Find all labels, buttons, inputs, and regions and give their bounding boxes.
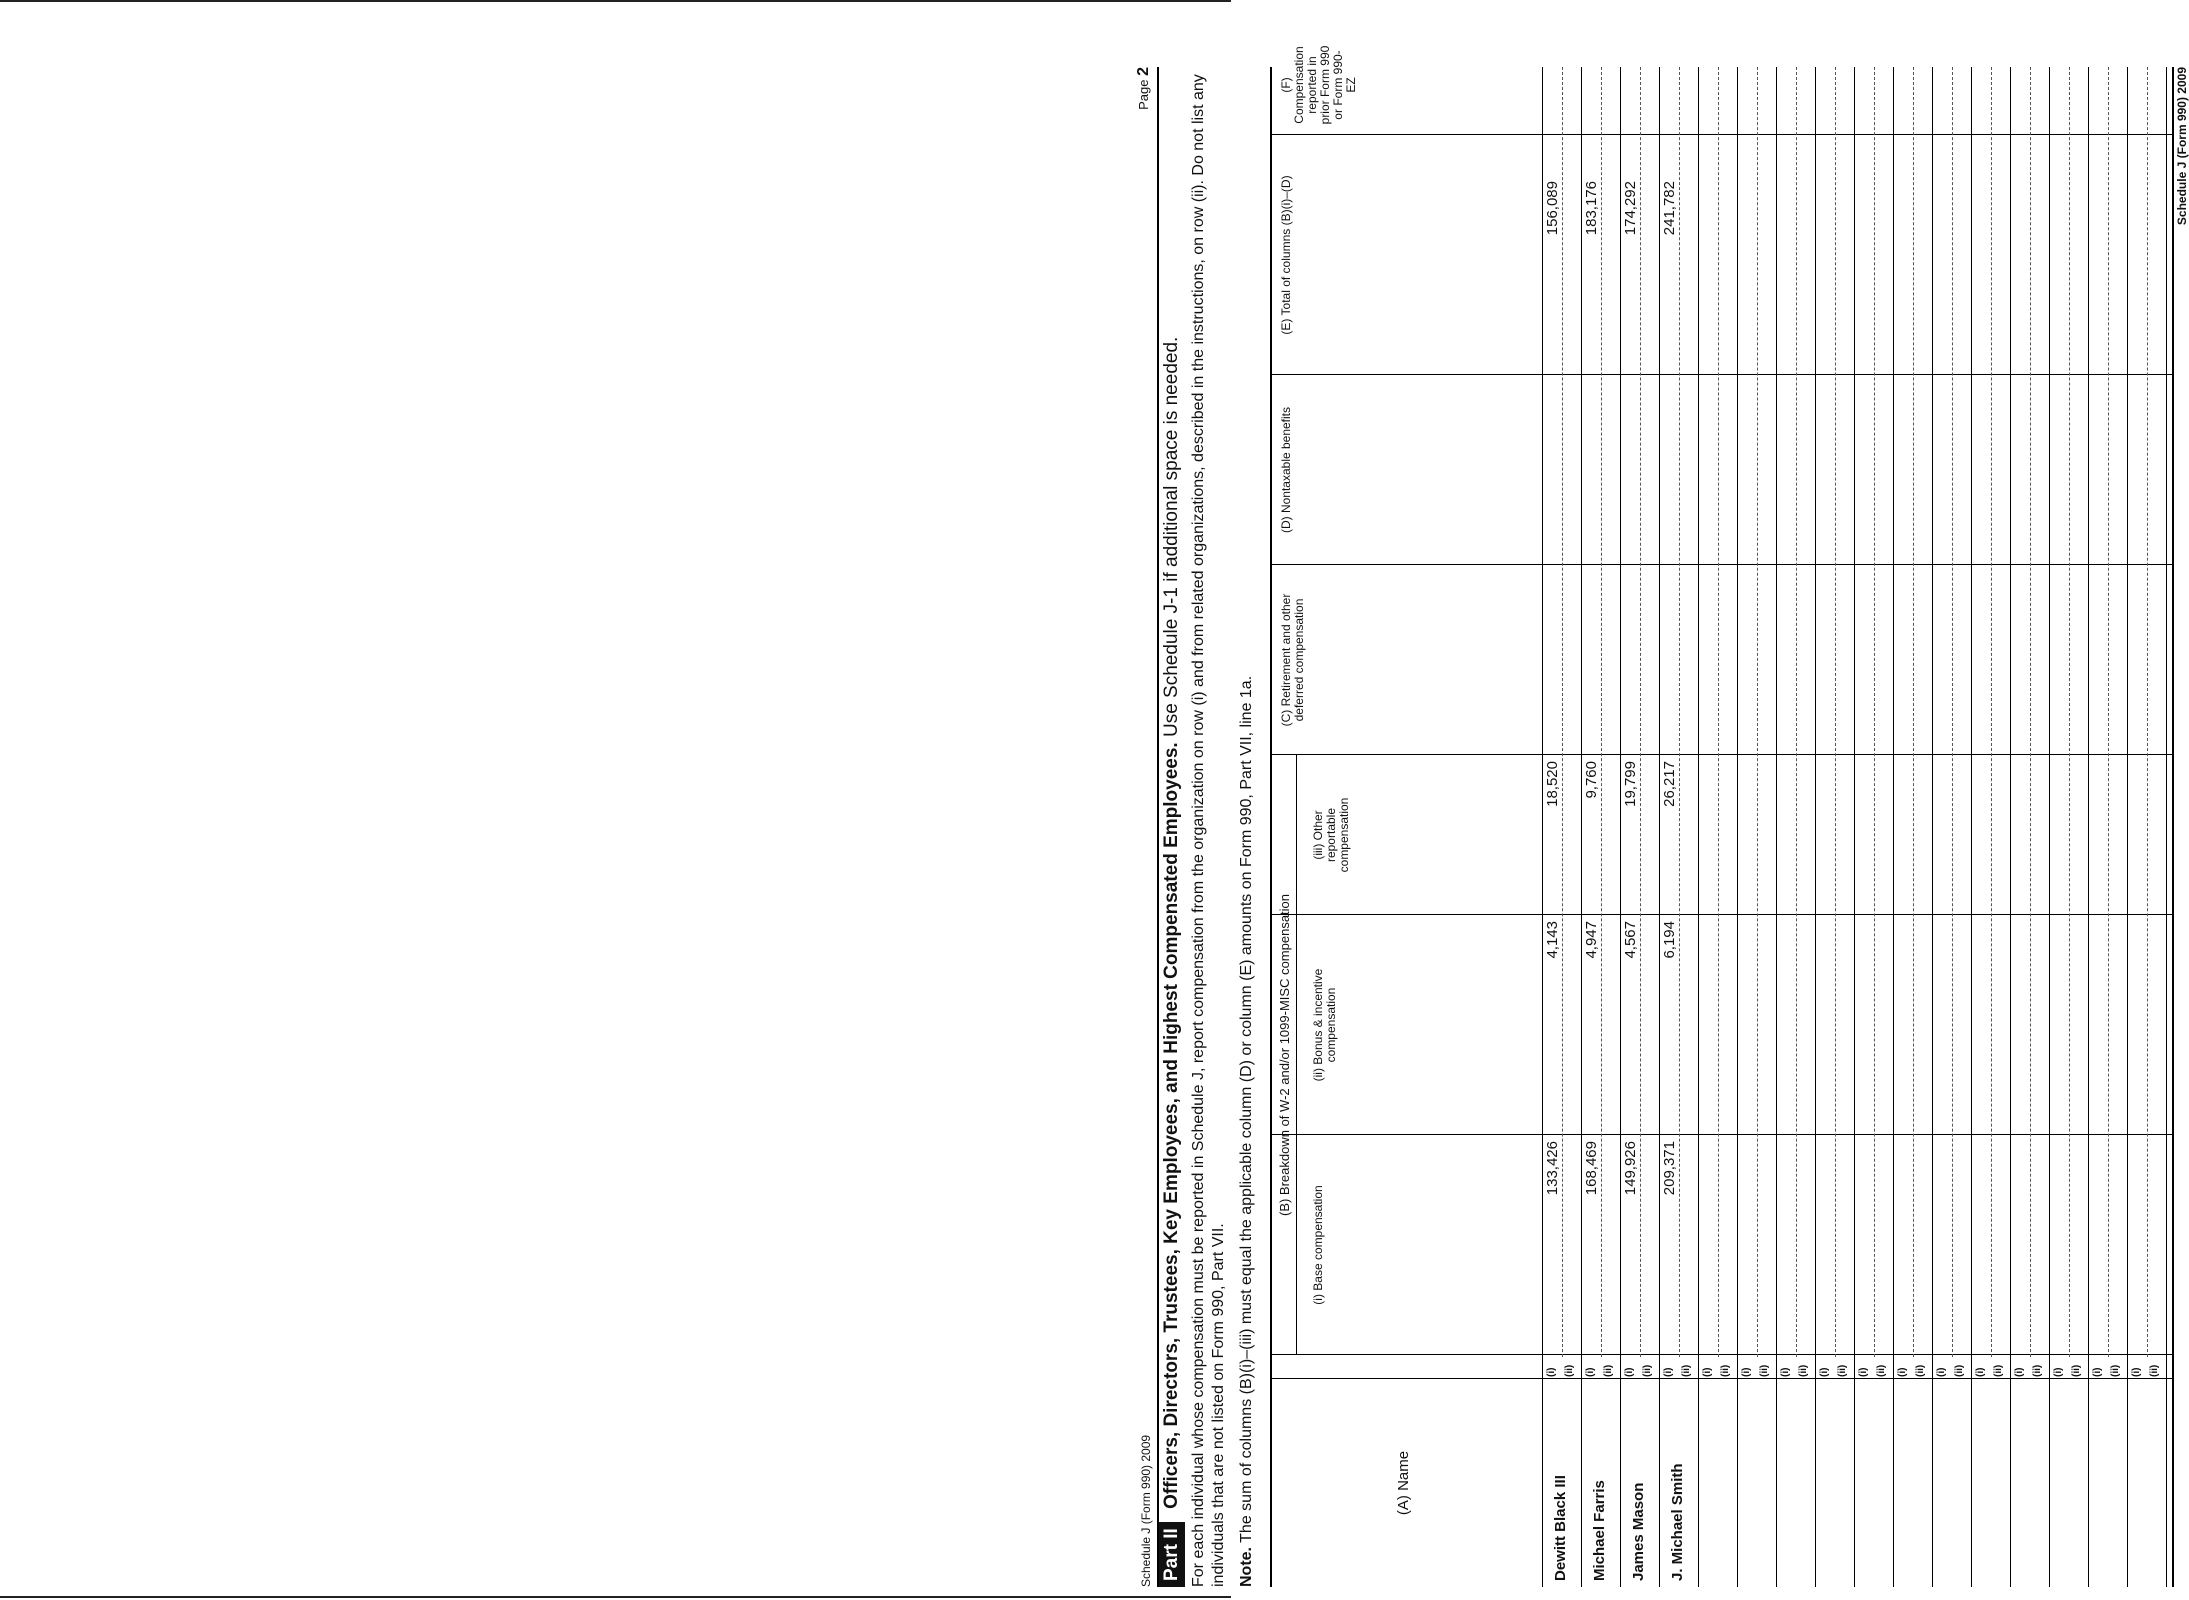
page-footer: Schedule J (Form 990) 2009 (2175, 67, 2189, 226)
row-label-i: (i) (1975, 1367, 1986, 1377)
note: Note. The sum of columns (B)(i)–(iii) must equal the applicable column (D) or column (E) amounts on Form 990, Part VII, line 1a. (1238, 675, 1255, 1587)
scan-edge-top (0, 0, 1231, 2)
value-other: 9,760 (1583, 761, 1600, 799)
row-subdivider (1679, 67, 1680, 1357)
value-base: 209,371 (1661, 1141, 1678, 1196)
row-label-ii: (ii) (2149, 1364, 2160, 1377)
value-bonus: 4,567 (1622, 921, 1639, 959)
row-label-i: (i) (1585, 1367, 1596, 1377)
value-base: 149,926 (1622, 1141, 1639, 1196)
row-subdivider (1718, 67, 1719, 1357)
part-title-suffix: Use Schedule J-1 if additional space is needed. (1161, 336, 1182, 738)
instructions: For each individual whose compensation must be reported in Schedule J, report compensation from the organization on row (i) and from related organizations, described in the instructions, on row (ii). Do not list any individuals that are not listed on Form 990, Part VII. (1190, 74, 1227, 1587)
row-label-ii: (ii) (1798, 1364, 1809, 1377)
row-label-ii: (ii) (1915, 1364, 1926, 1377)
value-base: 133,426 (1544, 1141, 1561, 1196)
col-header-d: (D) Nontaxable benefits (1279, 406, 1293, 534)
row-separator (2049, 67, 2050, 1587)
value-bonus: 4,947 (1583, 921, 1600, 959)
part-title-bar (1157, 67, 1185, 1587)
value-bonus: 6,194 (1661, 921, 1678, 959)
part-tag: Part II (1159, 1522, 1185, 1587)
row-label-ii: (ii) (2071, 1364, 2082, 1377)
employee-name: Michael Farris (1591, 1480, 1608, 1581)
row-label-i: (i) (2131, 1367, 2142, 1377)
row-subdivider (1952, 67, 1953, 1357)
row-separator (1698, 67, 1699, 1587)
row-separator (1815, 67, 1816, 1587)
row-separator (2010, 67, 2011, 1587)
col-header-b-iii: (iii) Other reportable compensation (1311, 797, 1351, 873)
row-label-i: (i) (1858, 1367, 1869, 1377)
row-subdivider (1991, 67, 1992, 1357)
row-label-i: (i) (1546, 1367, 1557, 1377)
row-label-i: (i) (1663, 1367, 1674, 1377)
value-total: 174,292 (1622, 181, 1639, 236)
row-label-ii: (ii) (1642, 1364, 1653, 1377)
row-separator (2166, 67, 2167, 1587)
value-other: 18,520 (1544, 761, 1561, 807)
col-header-f: (F) Compensation reported in prior Form 990 or Form 990-EZ (1279, 45, 1358, 125)
row-label-i: (i) (1741, 1367, 1752, 1377)
row-subdivider (2069, 67, 2070, 1357)
row-subdivider (2030, 67, 2031, 1357)
row-label-ii: (ii) (1954, 1364, 1965, 1377)
row-label-ii: (ii) (2110, 1364, 2121, 1377)
col-header-b-group: (B) Breakdown of W-2 and/or 1099-MISC compensation (1277, 893, 1292, 1217)
row-subdivider (1874, 67, 1875, 1357)
row-label-i: (i) (1780, 1367, 1791, 1377)
col-header-e: (E) Total of columns (B)(i)–(D) (1279, 175, 1293, 335)
row-label-i: (i) (1819, 1367, 1830, 1377)
row-label-i: (i) (2092, 1367, 2103, 1377)
col-header-b-ii: (ii) Bonus & incentive compensation (1311, 968, 1338, 1082)
row-subdivider (1913, 67, 1914, 1357)
col-header-a: (A) Name (1395, 1450, 1412, 1516)
row-subdivider (1757, 67, 1758, 1357)
page-header (1135, 67, 1157, 1587)
value-base: 168,469 (1583, 1141, 1600, 1196)
value-other: 26,217 (1661, 761, 1678, 807)
employee-name: Dewitt Black III (1552, 1475, 1569, 1581)
row-subdivider (1796, 67, 1797, 1357)
row-label-ii: (ii) (1759, 1364, 1770, 1377)
row-label-i: (i) (1897, 1367, 1908, 1377)
row-label-ii: (ii) (2032, 1364, 2043, 1377)
compensation-table (1270, 45, 2174, 1587)
row-label-ii: (ii) (1720, 1364, 1731, 1377)
value-bonus: 4,143 (1544, 921, 1561, 959)
row-subdivider (1601, 67, 1602, 1357)
row-label-i: (i) (1702, 1367, 1713, 1377)
employee-name: James Mason (1630, 1482, 1647, 1581)
row-separator (2127, 67, 2128, 1587)
row-label-ii: (ii) (1876, 1364, 1887, 1377)
row-label-ii: (ii) (1603, 1364, 1614, 1377)
scan-edge-bottom (0, 1596, 1231, 1598)
row-subdivider (2108, 67, 2109, 1357)
row-separator (1659, 67, 1660, 1587)
row-separator (1893, 67, 1894, 1587)
row-separator (1620, 67, 1621, 1587)
row-separator (1776, 67, 1777, 1587)
row-label-ii: (ii) (1837, 1364, 1848, 1377)
row-subdivider (1835, 67, 1836, 1357)
value-total: 156,089 (1544, 181, 1561, 236)
row-label-ii: (ii) (1564, 1364, 1575, 1377)
row-label-ii: (ii) (1681, 1364, 1692, 1377)
value-total: 183,176 (1583, 181, 1600, 236)
value-total: 241,782 (1661, 181, 1678, 236)
row-label-i: (i) (1624, 1367, 1635, 1377)
row-separator (1971, 67, 1972, 1587)
rotated-form-page (1135, 45, 2189, 1587)
row-separator (2088, 67, 2089, 1587)
row-subdivider (2147, 67, 2148, 1357)
row-subdivider (1562, 67, 1563, 1357)
row-separator (1932, 67, 1933, 1587)
row-separator (1737, 67, 1738, 1587)
value-other: 19,799 (1622, 761, 1639, 807)
row-label-i: (i) (2014, 1367, 2025, 1377)
col-header-b-i: (i) Base compensation (1311, 1185, 1325, 1305)
row-label-i: (i) (2053, 1367, 2064, 1377)
part-title: Officers, Directors, Trustees, Key Employees, and Highest Compensated Employees. (1161, 742, 1182, 1509)
row-separator (1854, 67, 1855, 1587)
row-separator (1581, 67, 1582, 1587)
employee-name: J. Michael Smith (1669, 1463, 1686, 1581)
row-label-ii: (ii) (1993, 1364, 2004, 1377)
row-subdivider (1640, 67, 1641, 1357)
row-label-i: (i) (1936, 1367, 1947, 1377)
col-header-c: (C) Retirement and other deferred compensation (1279, 593, 1306, 727)
form-id: Schedule J (Form 990) 2009 (1139, 1434, 1153, 1587)
page-number: Page 2 (1135, 67, 1152, 110)
